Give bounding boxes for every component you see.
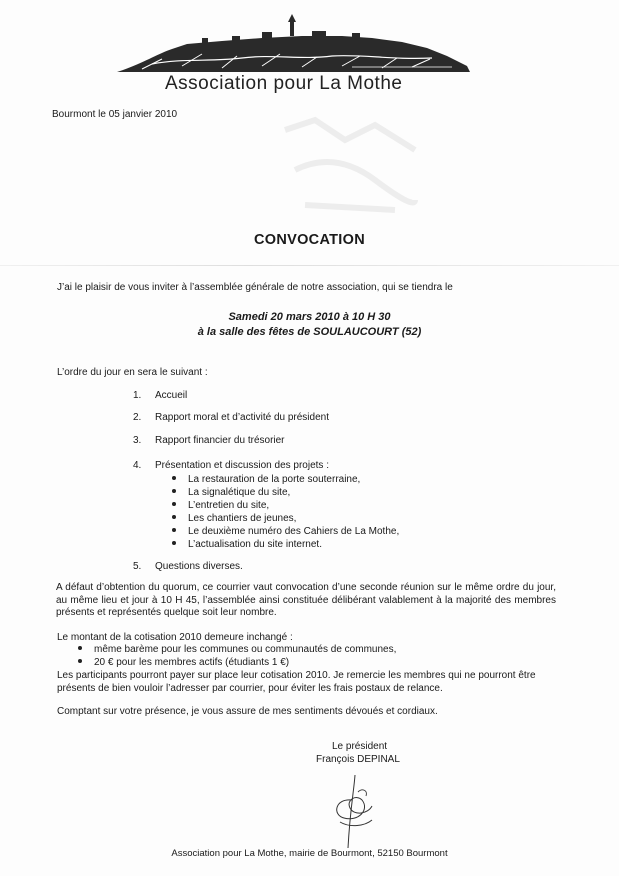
agenda-intro: L’ordre du jour en sera le suivant : — [57, 367, 208, 378]
agenda-item — [133, 412, 329, 423]
invitation-intro: J’ai le plaisir de vous inviter à l’assemblée générale de notre association, qui se tiendra le — [57, 282, 453, 293]
cotisation-text: même barème pour les communes ou communautés de communes, — [94, 644, 397, 655]
project-text: Le deuxième numéro des Cahiers de La Mothe, — [188, 526, 400, 537]
cotisation-note-line-2: présents de bien vouloir l’adresser par courrier, pour éviter les frais postaux de relance. — [57, 683, 443, 694]
document-title: CONVOCATION — [254, 232, 365, 248]
bullet-icon — [172, 489, 176, 493]
agenda-text: Rapport financier du trésorier — [155, 435, 285, 446]
bullet-icon — [78, 659, 82, 663]
place-date: Bourmont le 05 janvier 2010 — [52, 109, 178, 120]
event-location: à la salle des fêtes de SOULAUCOURT (52) — [197, 326, 422, 338]
cotisation-item — [78, 644, 396, 655]
association-name: Association pour La Mothe — [165, 73, 403, 94]
project-item — [172, 526, 399, 537]
bullet-icon — [78, 646, 82, 650]
project-item — [172, 487, 290, 498]
project-text: L’actualisation du site internet. — [188, 539, 322, 550]
project-text: La restauration de la porte souterraine, — [188, 474, 361, 485]
project-text: La signalétique du site, — [188, 487, 291, 498]
closing-sentence: Comptant sur votre présence, je vous assure de mes sentiments dévoués et cordiaux. — [57, 706, 438, 717]
project-item — [172, 500, 269, 511]
quorum-paragraph: A défaut d’obtention du quorum, ce courrier vaut convocation d’une seconde réunion sur le même ordre du jour, au même lieu et jour à 10 H 45, l’assemblée ainsi constituée délibérant valablement à la majorité des membres présents et représentés quelque soit leur nombre. — [56, 582, 556, 618]
project-item — [172, 474, 360, 485]
cotisation-note-line-1: Les participants pourront payer sur place leur cotisation 2010. Je remercie les membres qui ne pourront être — [57, 670, 536, 681]
handwritten-signature — [310, 770, 400, 850]
bullet-icon — [172, 502, 176, 506]
agenda-number: 5. — [133, 561, 142, 572]
project-text: Les chantiers de jeunes, — [188, 513, 297, 524]
agenda-text: Accueil — [155, 390, 188, 401]
agenda-number: 4. — [133, 460, 142, 471]
cotisation-intro: Le montant de la cotisation 2010 demeure inchangé : — [57, 632, 293, 643]
cotisation-item — [78, 657, 289, 668]
agenda-item — [133, 390, 187, 401]
bleed-through-mark — [275, 110, 425, 220]
bullet-icon — [172, 541, 176, 545]
project-text: L’entretien du site, — [188, 500, 270, 511]
agenda-text: Rapport moral et d’activité du président — [155, 412, 329, 423]
agenda-number: 2. — [133, 412, 142, 423]
agenda-number: 1. — [133, 390, 142, 401]
agenda-number: 3. — [133, 435, 142, 446]
footer-address: Association pour La Mothe, mairie de Bourmont, 52150 Bourmont — [171, 848, 448, 859]
bullet-icon — [172, 528, 176, 532]
fold-line — [0, 265, 619, 266]
agenda-text: Questions diverses. — [155, 561, 243, 572]
bullet-icon — [172, 515, 176, 519]
cotisation-text: 20 € pour les membres actifs (étudiants 1 €) — [94, 657, 290, 668]
la-mothe-hill-logo — [112, 14, 472, 74]
event-date-time: Samedi 20 mars 2010 à 10 H 30 — [228, 311, 391, 323]
agenda-item — [133, 561, 243, 572]
signatory-name: François DEPINAL — [316, 754, 400, 765]
bullet-icon — [172, 476, 176, 480]
agenda-text: Présentation et discussion des projets : — [155, 460, 329, 471]
agenda-item — [133, 460, 329, 471]
agenda-item — [133, 435, 285, 446]
project-item — [172, 539, 322, 550]
project-item — [172, 513, 296, 524]
signatory-role: Le président — [332, 741, 388, 752]
